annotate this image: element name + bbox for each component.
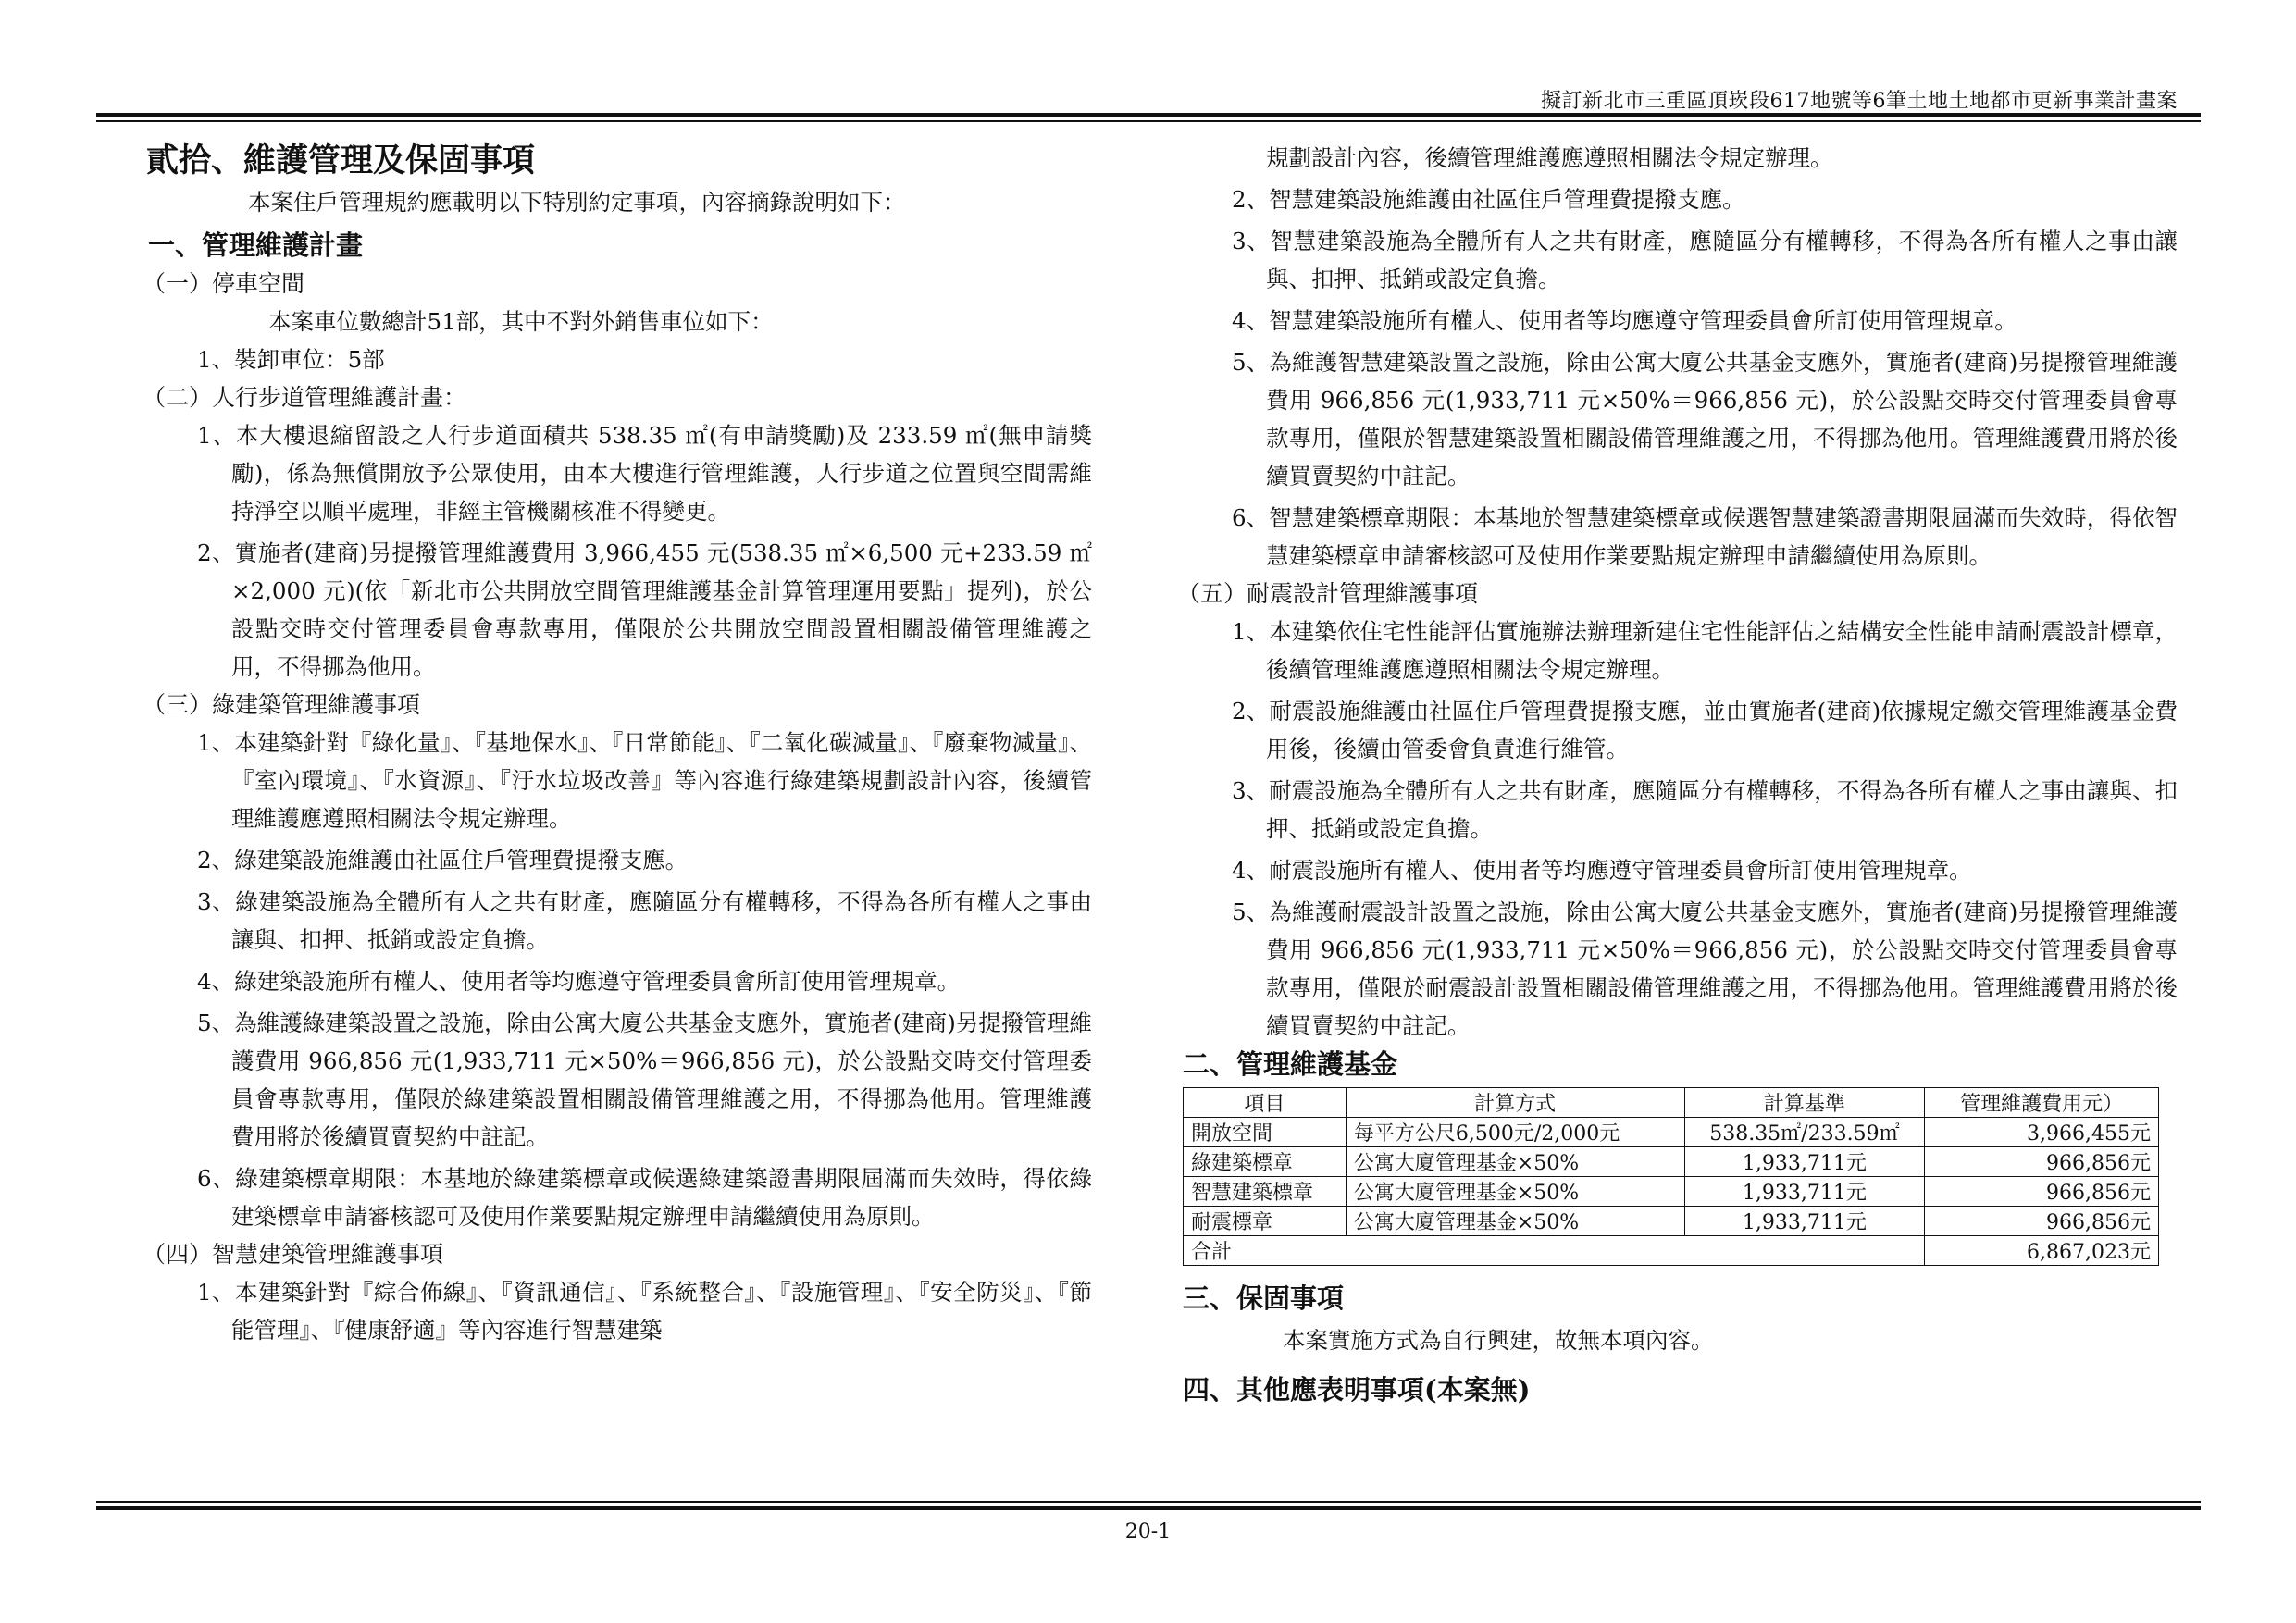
- table-cell: 公寓大廈管理基金×50%: [1346, 1207, 1684, 1236]
- section3-title: 三、保固事項: [1183, 1282, 1345, 1314]
- table-header-cell: 管理維護費用元）: [1925, 1088, 2159, 1118]
- walkway-item: 1、本大樓退縮留設之人行步道面積共 538.35 ㎡(有申請獎勵)及 233.59 ㎡(無申請獎勵)，係為無償開放予公眾使用，由本大樓進行管理維護，人行步道之位置與空間需維持淨空以順平處理，非經主管機關核准不得變更。: [197, 422, 1092, 525]
- green-item: 6、綠建築標章期限：本基地於綠建築標章或候選綠建築證書期限屆滿而失效時，得依綠建築標章申請審核認可及使用作業要點規定辦理申請繼續使用為原則。: [197, 1165, 1092, 1230]
- table-cell: 綠建築標章: [1184, 1147, 1347, 1177]
- table-header-cell: 項目: [1184, 1088, 1347, 1118]
- table-cell: 3,966,455元: [1925, 1118, 2159, 1147]
- table-cell: 1,933,711元: [1684, 1177, 1925, 1207]
- smart-item: 1、本建築針對『綜合佈線』、『資訊通信』、『系統整合』、『設施管理』、『安全防災』、『節能管理』、『健康舒適』等內容進行智慧建築: [197, 1279, 1092, 1344]
- table-row: [1184, 1177, 2159, 1207]
- table-cell: 開放空間: [1184, 1118, 1347, 1147]
- table-cell: 966,856元: [1925, 1177, 2159, 1207]
- smart-item: 3、智慧建築設施為全體所有人之共有財產，應隨區分有權轉移，不得為各所有權人之事由讓與、扣押、抵銷或設定負擔。: [1232, 228, 2178, 292]
- right-column: [1177, 139, 2178, 1409]
- green-item: 5、為維護綠建築設置之設施，除由公寓大廈公共基金支應外，實施者(建商)另提撥管理維護費用 966,856 元(1,933,711 元×50%＝966,856 元)，於公設點交時交付管理委員會專款專用，僅限於綠建築設置相關設備管理維護之用，不得挪為他用。管理維護費用將於後續買賣契約中註記。: [197, 1010, 1092, 1150]
- header-rule-thick: [96, 113, 2201, 117]
- seismic-title: （五）耐震設計管理維護事項: [1177, 580, 1479, 607]
- seismic-item: 4、耐震設施所有權人、使用者等均應遵守管理委員會所訂使用管理規章。: [1232, 857, 1972, 884]
- table-cell: 966,856元: [1925, 1207, 2159, 1236]
- seismic-item: 1、本建築依住宅性能評估實施辦法辦理新建住宅性能評估之結構安全性能申請耐震設計標章，後續管理維護應遵照相關法令規定辦理。: [1232, 618, 2178, 683]
- table-header-cell: 計算方式: [1346, 1088, 1684, 1118]
- table-cell: 1,933,711元: [1684, 1207, 1925, 1236]
- table-cell: 耐震標章: [1184, 1207, 1347, 1236]
- table-cell: 966,856元: [1925, 1147, 2159, 1177]
- seismic-item: 2、耐震設施維護由社區住戶管理費提撥支應，並由實施者(建商)依據規定繳交管理維護基金費用後，後續由管委會負責進行維管。: [1232, 698, 2178, 762]
- green-item: 2、綠建築設施維護由社區住戶管理費提撥支應。: [197, 847, 689, 873]
- table-cell: 每平方公尺6,500元/2,000元: [1346, 1118, 1684, 1147]
- table-cell: 智慧建築標章: [1184, 1177, 1347, 1207]
- left-column: [143, 139, 1092, 1349]
- parking-item: 1、裝卸車位：5部: [197, 346, 385, 373]
- smart-title: （四）智慧建築管理維護事項: [143, 1241, 444, 1268]
- page-number: 20-1: [1124, 1520, 1172, 1543]
- parking-text: 本案車位數總計51部，其中不對外銷售車位如下：: [268, 308, 774, 335]
- section4-title: 四、其他應表明事項(本案無): [1183, 1374, 1531, 1406]
- table-cell: 538.35㎡/233.59㎡: [1684, 1118, 1925, 1147]
- smart-item: 5、為維護智慧建築設置之設施，除由公寓大廈公共基金支應外，實施者(建商)另提撥管理維護費用 966,856 元(1,933,711 元×50%＝966,856 元)，於公設點交時交付管理委員會專款專用，僅限於智慧建築設置相關設備管理維護之用，不得挪為他用。管理維護費用將於後續買賣契約中註記。: [1232, 349, 2178, 489]
- green-item: 4、綠建築設施所有權人、使用者等均應遵守管理委員會所訂使用管理規章。: [197, 968, 961, 995]
- table-cell: 公寓大廈管理基金×50%: [1346, 1177, 1684, 1207]
- section3-text: 本案實施方式為自行興建，故無本項內容。: [1283, 1327, 1714, 1354]
- table-header-row: [1184, 1088, 2159, 1118]
- smart-item: 2、智慧建築設施維護由社區住戶管理費提撥支應。: [1232, 186, 1745, 213]
- table-row: [1184, 1118, 2159, 1147]
- table-cell: 1,933,711元: [1684, 1147, 1925, 1177]
- table-total-label: 合計: [1184, 1236, 1925, 1266]
- table-header-cell: 計算基準: [1684, 1088, 1925, 1118]
- maintenance-fund-table: [1183, 1087, 2159, 1266]
- header-rule-thin: [96, 120, 2201, 122]
- section2-title: 二、管理維護基金: [1183, 1048, 1398, 1080]
- smart-item: 4、智慧建築設施所有權人、使用者等均應遵守管理委員會所訂使用管理規章。: [1232, 307, 2017, 334]
- parking-title: （一）停車空間: [143, 270, 305, 297]
- table-row: [1184, 1207, 2159, 1236]
- table-cell: 公寓大廈管理基金×50%: [1346, 1147, 1684, 1177]
- green-title: （三）綠建築管理維護事項: [143, 691, 421, 718]
- green-item: 1、本建築針對『綠化量』、『基地保水』、『日常節能』、『二氧化碳減量』、『廢棄物減量』、『室內環境』、『水資源』、『汙水垃圾改善』等內容進行綠建築規劃設計內容，後續管理維護應遵照相關法令規定辦理。: [197, 729, 1092, 832]
- footer-rule-thin: [96, 1501, 2201, 1503]
- table-row: [1184, 1147, 2159, 1177]
- walkway-item: 2、實施者(建商)另提撥管理維護費用 3,966,455 元(538.35 ㎡×6,500 元+233.59 ㎡×2,000 元)(依「新北市公共開放空間管理維護基金計算管理運用要點」提列)，於公設點交時交付管理委員會專款專用，僅限於公共開放空間設置相關設備管理維護之用，不得挪為他用。: [197, 539, 1092, 680]
- footer-rule-thick: [96, 1506, 2201, 1510]
- seismic-item: 3、耐震設施為全體所有人之共有財產，應隨區分有權轉移，不得為各所有權人之事由讓與、扣押、抵銷或設定負擔。: [1232, 777, 2178, 842]
- walkway-title: （二）人行步道管理維護計畫：: [143, 384, 467, 411]
- table-total-row: [1184, 1236, 2159, 1266]
- green-item: 3、綠建築設施為全體所有人之共有財產，應隨區分有權轉移，不得為各所有權人之事由讓與、扣押、抵銷或設定負擔。: [197, 888, 1092, 953]
- chapter-title: 貳拾、維護管理及保固事項: [146, 142, 536, 180]
- smart-item-continued: 規劃設計內容，後續管理維護應遵照相關法令規定辦理。: [1266, 144, 1833, 171]
- section1-title: 一、管理維護計畫: [148, 229, 364, 261]
- smart-item: 6、智慧建築標章期限：本基地於智慧建築標章或候選智慧建築證書期限屆滿而失效時，得依智慧建築標章申請審核認可及使用作業要點規定辦理申請繼續使用為原則。: [1232, 504, 2178, 569]
- document-header-title: 擬訂新北市三重區頂崁段617地號等6筆土地土地都市更新事業計畫案: [1541, 90, 2178, 113]
- table-total-value: 6,867,023元: [1925, 1236, 2159, 1266]
- seismic-item: 5、為維護耐震設計設置之設施，除由公寓大廈公共基金支應外，實施者(建商)另提撥管理維護費用 966,856 元(1,933,711 元×50%＝966,856 元)，於公設點交時交付管理委員會專款專用，僅限於耐震設計設置相關設備管理維護之用，不得挪為他用。管理維護費用將於後續買賣契約中註記。: [1232, 898, 2178, 1039]
- chapter-intro: 本案住戶管理規約應載明以下特別約定事項，內容摘錄說明如下：: [248, 189, 906, 216]
